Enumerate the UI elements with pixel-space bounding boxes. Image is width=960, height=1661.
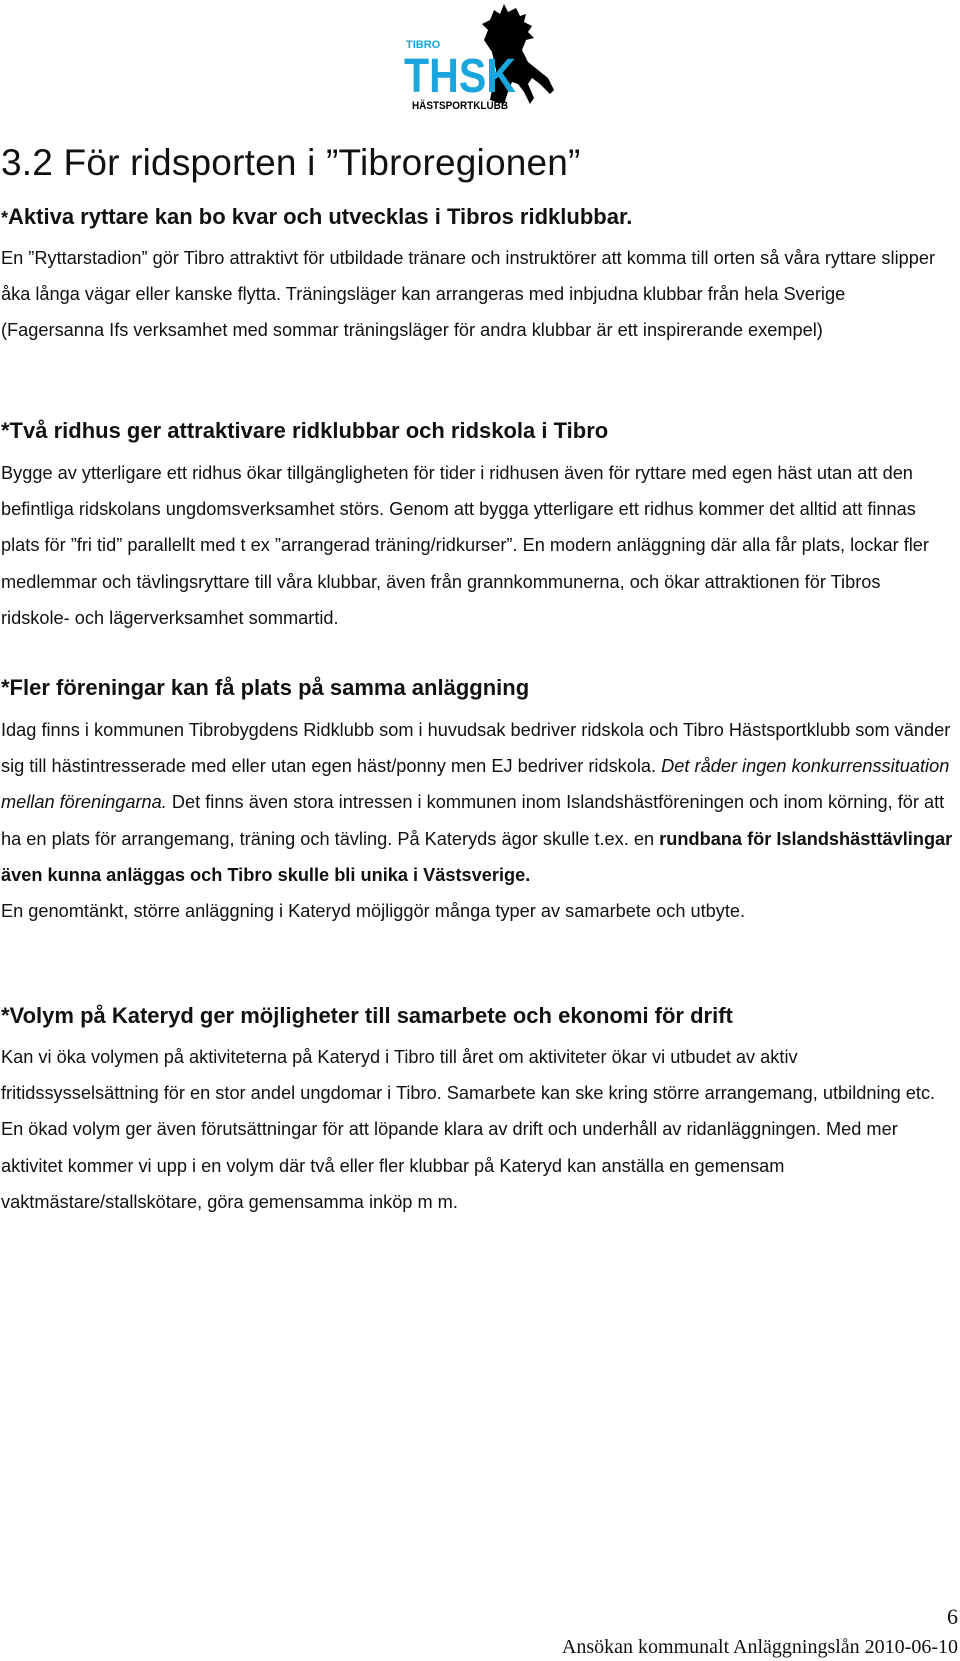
section-1-title-text: Aktiva ryttare kan bo kvar och utvecklas i Tibros ridklubbar. [8,204,633,229]
section-3-text-italic: Det råder ingen konkurrenssituation mellan föreningarna. [1,756,950,813]
page-number: 6 [947,1604,958,1629]
section-2-title: *Två ridhus ger attraktivare ridklubbar och ridskola i Tibro [1,418,609,443]
section-3-title: *Fler föreningar kan få plats på samma anläggning [1,675,530,700]
section-1-star: * [1,208,9,228]
logo-bottom-text: HÄSTSPORTKLUBB [412,100,519,112]
logo-top-text: TIBRO [406,39,441,51]
section-3-text-bold: rundbana för Islandshästtävlingar även kunna anläggas och Tibro skulle bli unika i Västsverige. [1,828,953,885]
section-3-text [1,712,953,929]
section-1-text: En ”Ryttarstadion” gör Tibro attraktivt för utbildade tränare och instruktörer att komma till orten så våra ryttare slipper åka långa vägar eller kanske flytta. Träningsläger kan arrangeras med inbjudna klubbar från hela Sverige (Fagersanna Ifs verksamhet med sommar träningsläger för andra klubbar är ett inspirerande exempel) [1,248,936,341]
section-2-text: Bygge av ytterligare ett ridhus ökar tillgängligheten för tider i ridhusen även för ryttare med egen häst utan att den befintliga ridskolans ungdomsverksamhet störs. Genom att bygga ytterligare ett ridhus kommer det alltid att finnas plats för ”fri tid” parallellt med t ex ”arrangerad träning/ridkurser”. En modern anläggning där alla får plats, lockar fler medlemmar och tävlingsryttare till våra klubbar, även från grannkommunerna, och ökar attraktionen för Tibros ridskole- och lägerverksamhet sommartid. [1,463,929,628]
page-heading: 3.2 För ridsporten i ”Tibroregionen” [1,142,581,183]
logo-main-text: THSK [404,50,517,103]
section-3-text-b: Det finns även stora intressen i kommunen inom Islandshästföreningen och inom körning, för att ha en plats för arrangemang, träning och tävling. På Kateryds ägor skulle t.ex. en [1,792,945,849]
thsk-logo [404,0,556,118]
section-4-title: *Volym på Kateryd ger möjligheter till samarbete och ekonomi för drift [1,1003,733,1028]
section-3-text-a: Idag finns i kommunen Tibrobygdens Ridklubb som i huvudsak bedriver ridskola och Tibro Hästsportklubb som vänder sig till hästintresserade med eller utan egen häst/ponny men EJ bedriver ridskola. [1,720,951,777]
section-1-title [1,204,632,230]
section-4-text: Kan vi öka volymen på aktiviteterna på Kateryd i Tibro till året om aktiviteter ökar vi utbudet av aktiv fritidssysselsättning för en stor andel ungdomar i Tibro. Samarbete kan ske kring större arrangemang, utbildning etc. En ökad volym ger även förutsättningar för att löpande klara av drift och underhåll av ridanläggningen. Med mer aktivitet kommer vi upp i en volym där två eller fler klubbar på Kateryd kan anställa en gemensam vaktmästare/stallskötare, göra gemensamma inköp m m. [1,1047,936,1212]
footer-text: Ansökan kommunalt Anläggningslån 2010-06-10 [561,1636,958,1658]
section-3-text-c: En genomtänkt, större anläggning i Kateryd möjliggör många typer av samarbete och utbyte. [1,901,746,922]
